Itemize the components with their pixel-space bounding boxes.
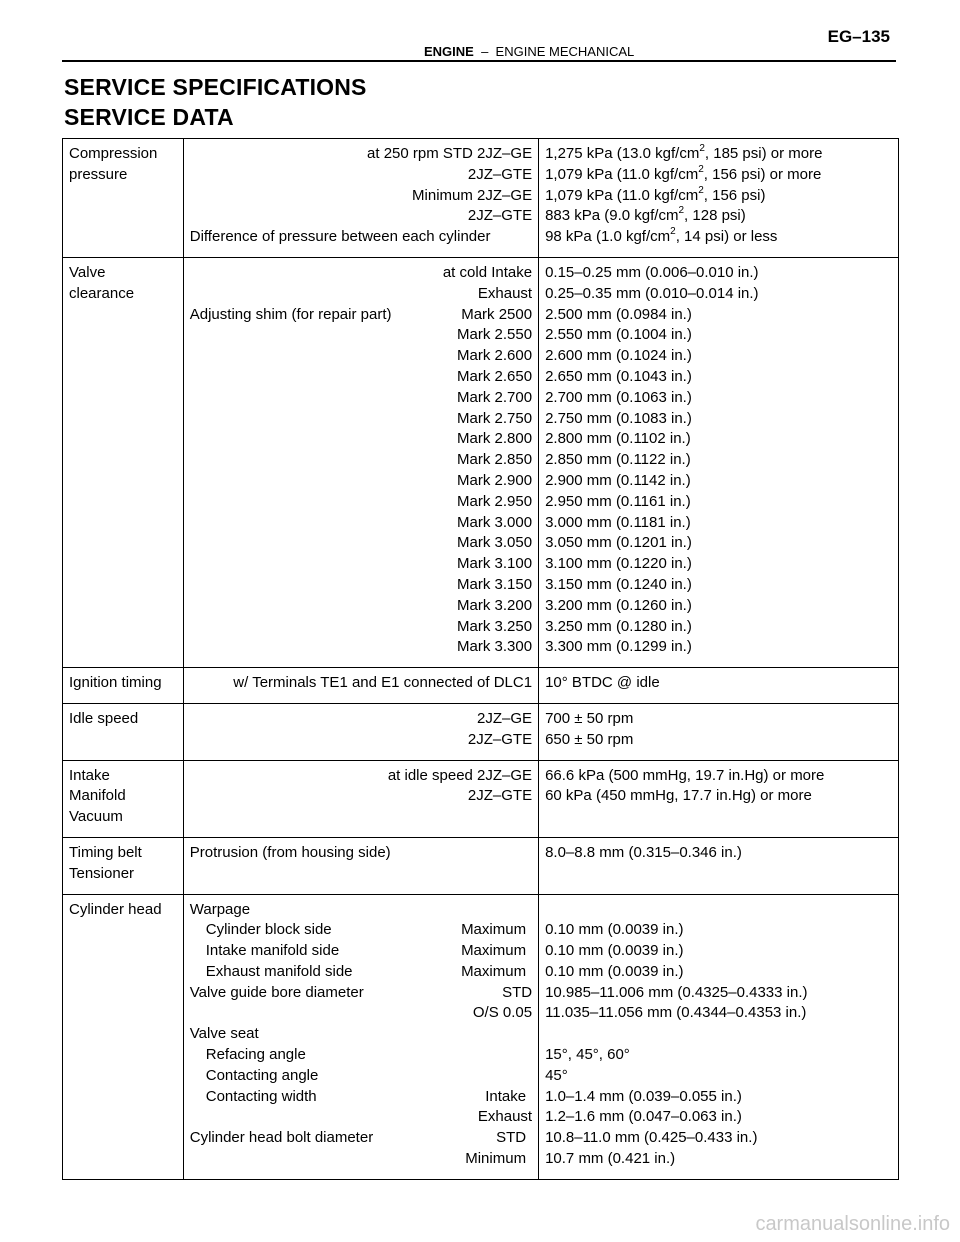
spec-table — [62, 138, 899, 1180]
value-line: 883 kPa (9.0 kgf/$cm^2$, 128 psi) — [545, 205, 746, 225]
label-cell: Idle speed — [63, 703, 184, 760]
page-header — [62, 24, 896, 60]
shim-line: Adjusting shim (for repair part) Mark 2500 — [189, 305, 533, 323]
row-valve-clearance — [63, 257, 899, 667]
value-cell — [539, 139, 899, 258]
row-intake-manifold-vacuum — [63, 760, 899, 837]
label-cell: Cylinder head — [63, 894, 184, 1179]
row-idle-speed — [63, 703, 899, 760]
value-cell: 0.15–0.25 mm (0.006–0.010 in.) 0.25–0.35 mm (0.010–0.014 in.) 2.500 mm (0.0984 in.) 2.550 mm (0.1004 in.) 2.600 mm (0.1024 in.) 2.650 mm (0.1043 in.) 2.700 mm (0.1063 in.) 2.750 mm (0.1083 in.) 2.800 mm (0.1102 in.) 2.850 mm (0.1122 in.) 2.900 mm (0.1142 in.) 2.950 mm (0.1161 in.) 3.000 mm (0.1181 in.) 3.050 mm (0.1201 in.) 3.100 mm (0.1220 in.) 3.150 mm (0.1240 in.) 3.200 mm (0.1260 in.) 3.250 mm (0.1280 in.) 3.300 mm (0.1299 in.) — [539, 257, 899, 667]
value-line: 1,079 kPa (11.0 kgf/$cm^2$, 156 psi) or more — [545, 163, 822, 183]
row-cylinder-head — [63, 894, 899, 1179]
section-title: ENGINE – ENGINE MECHANICAL — [424, 44, 635, 59]
value-cell: 8.0–8.8 mm (0.315–0.346 in.) — [539, 837, 899, 894]
value-line: 1,079 kPa (11.0 kgf/$cm^2$, 156 psi) — [545, 184, 766, 204]
row-ignition-timing — [63, 668, 899, 704]
title-service-data: SERVICE DATA — [64, 104, 234, 130]
title-service-specifications: SERVICE SPECIFICATIONS — [64, 74, 367, 100]
condition-cell: at 250 rpm STD 2JZ–GE 2JZ–GTE Minimum 2JZ–GE 2JZ–GTE Difference of pressure between each cylinder — [183, 139, 538, 258]
condition-cell: at cold Intake Exhaust Adjusting shim (for repair part) Mark 2500 Mark 2.550 Mark 2.600 Mark 2.650 Mark 2.700 Mark 2.750 Mark 2.800 Mark 2.850 Mark 2.900 Mark 2.950 Mark 3.000 Mark 3.050 Mark 3.100 Mark 3.150 Mark 3.200 Mark 3.250 Mark 3.300 — [183, 257, 538, 667]
condition-cell: Warpage Cylinder block side Maximum Intake manifold side Maximum Exhaust manifold side Maximum Valve guide bore diameter STD O/S 0.05 Valve seat Refacing angle Contacting angle Contacting width Intake Exhaust Cylinder head bolt diameter STD Minimum — [183, 894, 538, 1179]
header-rule — [62, 60, 896, 62]
label-cell: Intake Manifold Vacuum — [63, 760, 184, 837]
value-cell: 66.6 kPa (500 mmHg, 19.7 in.Hg) or more 60 kPa (450 mmHg, 17.7 in.Hg) or more — [539, 760, 899, 837]
condition-cell: 2JZ–GE 2JZ–GTE — [183, 703, 538, 760]
value-line: 98 kPa (1.0 kgf/$cm^2$, 14 psi) or less — [545, 226, 778, 246]
label-cell: Valve clearance — [63, 257, 184, 667]
value-cell: 10° BTDC @ idle — [539, 668, 899, 704]
condition-cell: Protrusion (from housing side) — [183, 837, 538, 894]
row-compression — [63, 139, 899, 258]
label-cell: Timing belt Tensioner — [63, 837, 184, 894]
condition-cell: w/ Terminals TE1 and E1 connected of DLC1 — [183, 668, 538, 704]
label-cell: Compression pressure — [63, 139, 184, 258]
watermark: carmanualsonline.info — [755, 1213, 950, 1235]
value-cell: 0.10 mm (0.0039 in.) 0.10 mm (0.0039 in.) 0.10 mm (0.0039 in.) 10.985–11.006 mm (0.4325–0.4333 in.) 11.035–11.056 mm (0.4344–0.4353 in.) 15°, 45°, 60° 45° 1.0–1.4 mm (0.039–0.055 in.) 1.2–1.6 mm (0.047–0.063 in.) 10.8–11.0 mm (0.425–0.433 in.) 10.7 mm (0.421 in.) — [539, 894, 899, 1179]
value-line: 1,275 kPa (13.0 kgf/$cm^2$, 185 psi) or more — [545, 143, 823, 162]
value-cell: 700 ± 50 rpm 650 ± 50 rpm — [539, 703, 899, 760]
row-timing-belt-tensioner — [63, 837, 899, 894]
condition-cell: at idle speed 2JZ–GE 2JZ–GTE — [183, 760, 538, 837]
label-cell: Ignition timing — [63, 668, 184, 704]
page-number: EG–135 — [827, 27, 890, 46]
